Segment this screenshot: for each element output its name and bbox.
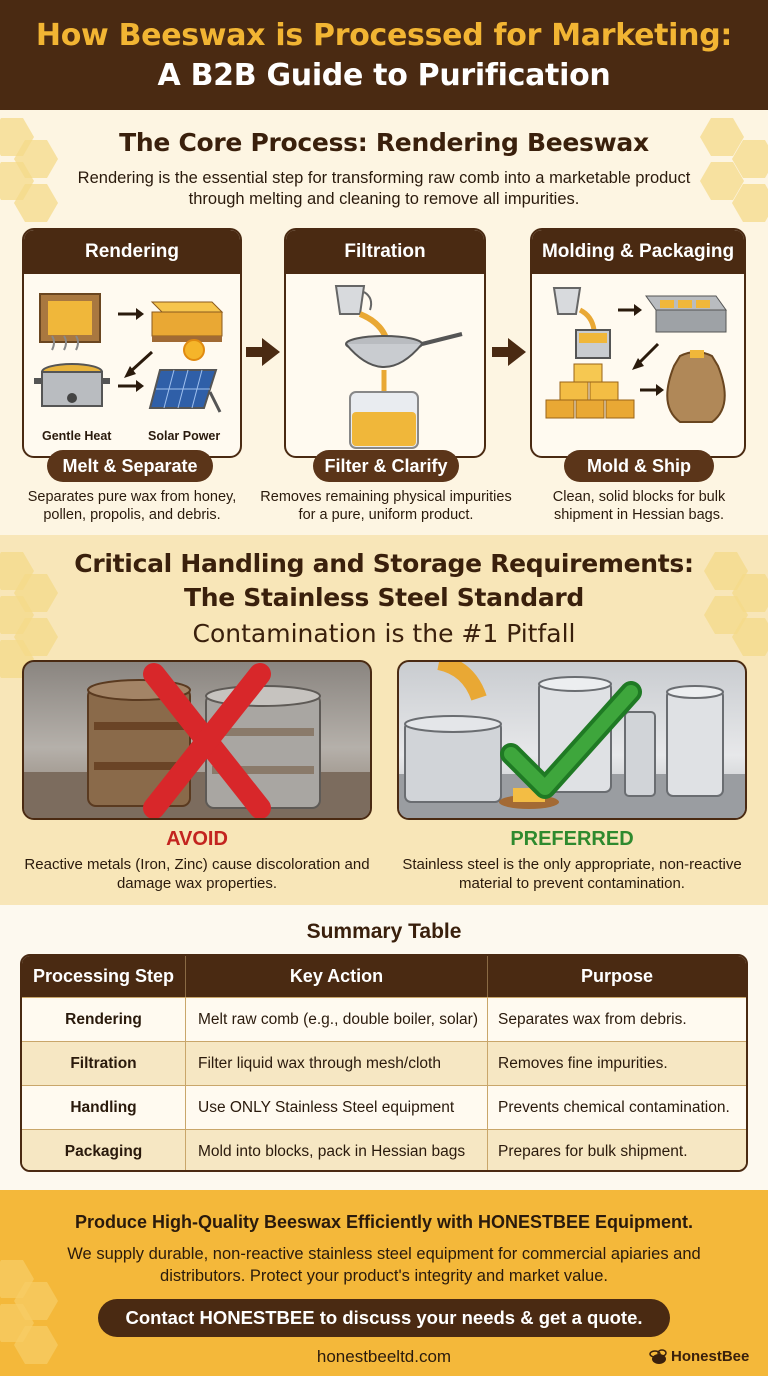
table-cell: Filtration: [22, 1042, 186, 1085]
stainless-steel-illustration: [399, 662, 745, 818]
table-row: [22, 1041, 746, 1085]
rendering-card: [22, 228, 242, 458]
filtration-illustration: [286, 274, 484, 458]
table-cell: Mold into blocks, pack in Hessian bags: [186, 1130, 488, 1172]
rendering-description: Separates pure wax from honey, pollen, propolis, and debris.: [27, 489, 237, 523]
solar-power-caption: Solar Power: [148, 429, 221, 443]
footer-description: We supply durable, non-reactive stainless steel equipment for commercial apiaries and distributors. Protect your product's integrity and market value.: [67, 1245, 701, 1285]
table-cell: Use ONLY Stainless Steel equipment: [186, 1086, 488, 1129]
preferred-label: PREFERRED: [510, 828, 634, 850]
contact-cta-button[interactable]: Contact HONESTBEE to discuss your needs & get a quote.: [98, 1299, 670, 1337]
header-banner: [0, 0, 768, 110]
table-header-cell: Processing Step: [22, 956, 186, 997]
handling-title-line1: Critical Handling and Storage Requirements:: [74, 549, 694, 578]
gentle-heat-caption: Gentle Heat: [42, 429, 112, 443]
page-title-line2: A B2B Guide to Purification: [157, 58, 611, 93]
rusty-cans-illustration: [24, 662, 370, 818]
table-header-cell: Purpose: [580, 966, 654, 986]
website-link[interactable]: honestbeeltd.com: [316, 1347, 452, 1366]
table-row: [22, 1085, 746, 1129]
summary-title: Summary Table: [306, 920, 462, 943]
molding-card-header: Molding & Packaging: [532, 230, 744, 274]
flow-arrow-icon: [508, 338, 526, 366]
filtration-description: Removes remaining physical impurities for a pure, uniform product.: [260, 489, 512, 523]
table-cell: Prepares for bulk shipment.: [498, 1142, 688, 1160]
page-title-line1: How Beeswax is Processed for Marketing:: [35, 18, 733, 53]
footer-title: Produce High-Quality Beeswax Efficiently with HONESTBEE Equipment.: [74, 1212, 694, 1232]
table-row: [22, 1129, 746, 1172]
molding-description: Clean, solid blocks for bulk shipment in Hessian bags.: [552, 489, 726, 523]
filtration-card: [284, 228, 486, 458]
rusty-cans-photo: [22, 660, 372, 820]
summary-table: [20, 954, 748, 1172]
molding-illustration: [532, 274, 744, 458]
stainless-steel-photo: [397, 660, 747, 820]
filter-clarify-pill: Filter & Clarify: [313, 450, 459, 482]
core-process-subtitle: Rendering is the essential step for transforming raw comb into a marketable product through melting and cleaning to remove all impurities.: [77, 169, 691, 208]
table-cell: Prevents chemical contamination.: [498, 1098, 730, 1116]
table-cell: Handling: [22, 1086, 186, 1129]
avoid-label: AVOID: [166, 828, 228, 850]
handling-title-line2: The Stainless Steel Standard: [183, 583, 585, 612]
rendering-card-header: Rendering: [24, 230, 240, 274]
handling-subtitle: Contamination is the #1 Pitfall: [192, 619, 576, 648]
table-cell: Removes fine impurities.: [498, 1054, 668, 1072]
table-cell: Packaging: [22, 1130, 186, 1172]
table-cell: Melt raw comb (e.g., double boiler, solar): [186, 998, 488, 1041]
brand-name: HonestBee: [671, 1348, 750, 1365]
flow-arrow-icon: [262, 338, 280, 366]
preferred-description: Stainless steel is the only appropriate, non-reactive material to prevent contamination.: [402, 856, 742, 892]
table-cell: Filter liquid wax through mesh/cloth: [186, 1042, 488, 1085]
table-cell: Rendering: [22, 998, 186, 1041]
table-row: [22, 997, 746, 1041]
molding-card: [530, 228, 746, 458]
brand-logo: [646, 1348, 749, 1365]
mold-ship-pill: Mold & Ship: [564, 450, 714, 482]
avoid-description: Reactive metals (Iron, Zinc) cause discoloration and damage wax properties.: [24, 856, 370, 892]
melt-separate-pill: Melt & Separate: [47, 450, 213, 482]
bee-icon: [646, 1349, 668, 1365]
table-header-row: [22, 956, 746, 997]
table-header-cell: Key Action: [186, 956, 488, 997]
filtration-card-header: Filtration: [286, 230, 484, 274]
table-cell: Separates wax from debris.: [498, 1010, 687, 1028]
core-process-title: The Core Process: Rendering Beeswax: [119, 128, 649, 157]
